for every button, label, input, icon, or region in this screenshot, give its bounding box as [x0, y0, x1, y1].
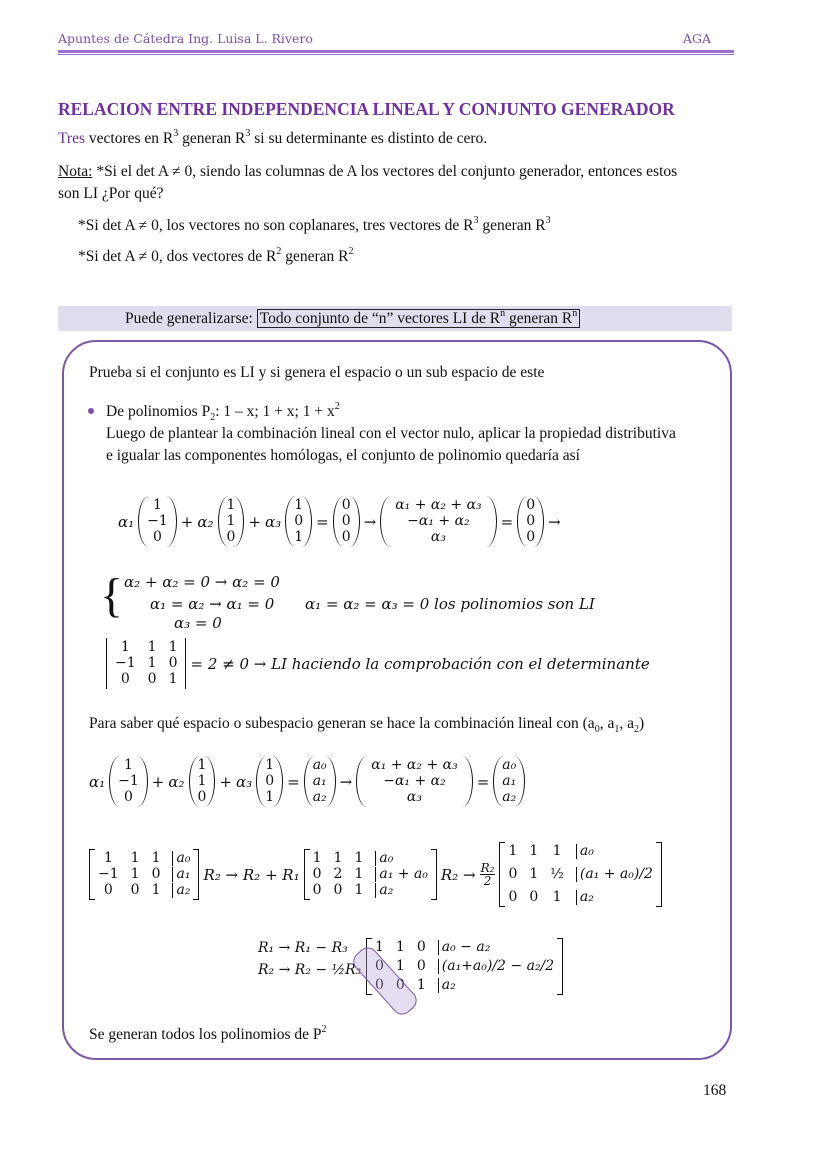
note-bullet-r3: *Si det A ≠ 0, los vectores no son coplanares, tres vectores de $R^3$ generan $R^3$: [78, 215, 551, 234]
matrix-cell: 1: [416, 977, 426, 993]
matrix-cell: 0: [341, 529, 351, 545]
exercise-desc-2: e igualar las componentes homólogas, el conjunto de polinomio quedaría así: [106, 447, 580, 464]
matrix-cell: 1: [168, 639, 178, 655]
vector-3: [285, 496, 312, 547]
matrix-cell: −1: [98, 866, 119, 882]
a-vector: [304, 756, 336, 807]
matrix-cell: a₂: [312, 789, 327, 805]
note-line-1: Nota: *Si el det A ≠ 0, siendo las columnas de A los vectores del conjunto generador, entonces estos: [58, 163, 678, 180]
matrix-cell: 1: [124, 757, 133, 773]
system-line-1: α₂ + α₂ = 0 → α₂ = 0: [124, 573, 280, 591]
matrix-cell: a₀: [576, 844, 653, 859]
exercise-desc-1: Luego de plantear la combinación lineal con el vector nulo, aplicar la propiedad distributiva: [106, 425, 676, 442]
system-line-3: α₃ = 0: [174, 614, 222, 632]
matrix-cell: 1: [151, 882, 161, 898]
header-author: Apuntes de Cátedra Ing. Luisa L. Rivero: [58, 31, 313, 46]
matrix-cell: 1: [103, 850, 113, 866]
matrix-cell: 1: [226, 497, 236, 513]
matrix-cell: (a₁ + a₀)/2: [576, 867, 653, 882]
matrix-cell: 1: [508, 843, 518, 859]
matrix-cell: 0: [375, 958, 384, 974]
zero-vector: [517, 496, 544, 547]
matrix-cell: 1: [265, 757, 275, 773]
matrix-cell: 1: [130, 850, 140, 866]
matrix-cell: 0: [375, 977, 384, 993]
matrix-cell: 1: [265, 789, 275, 805]
bullet-icon: [88, 408, 94, 414]
zero-vector: [333, 496, 360, 547]
matrix-cell: 1: [151, 850, 161, 866]
equation-general-combination: α₁ 1 −1 0 + α₂ 1 1 0 + α₃ 1 0 1 = a₀ a₁ a₂ → α₁ + α₂ + α₃ −α₁ + α₂ α₃ = a₀ a₁ a₂: [89, 756, 525, 807]
matrix-cell: −α₁ + α₂: [383, 773, 446, 789]
matrix-cell: a₁ + a₀: [375, 867, 428, 882]
matrix-cell: 0: [341, 513, 351, 529]
matrix-cell: (a₁+a₀)/2 − a₂/2: [438, 959, 554, 974]
intro-text: Tres vectores en $R^3$ generan $R^3$ si su determinante es distinto de cero.: [58, 128, 488, 147]
matrix-cell: a₂: [438, 978, 554, 993]
matrix-cell: a₁: [502, 773, 517, 789]
matrix-cell: a₀: [375, 851, 428, 866]
matrix-cell: 0: [312, 882, 322, 898]
matrix-cell: a₂: [576, 890, 653, 905]
matrix-cell: 0: [508, 866, 518, 882]
matrix-cell: a₂: [172, 883, 190, 898]
matrix-cell: 0: [197, 789, 207, 805]
span-question: Para saber qué espacio o subespacio generan se hace la combinación lineal con ($a_0$, $a_1$, $a_2$): [89, 715, 645, 736]
matrix-cell: 0: [526, 497, 536, 513]
row-op-2: R₂ → R₂ − ½R₃: [258, 962, 362, 978]
matrix-cell: a₂: [502, 789, 517, 805]
matrix-cell: 1: [354, 882, 364, 898]
matrix-cell: 1: [552, 889, 562, 905]
header-subject: AGA: [683, 31, 712, 46]
matrix-cell: 1: [197, 757, 207, 773]
conclusion: Se generan todos los polinomios de $P^2$: [89, 1024, 327, 1043]
matrix-cell: 0: [265, 773, 275, 789]
matrix-cell: 1: [226, 513, 236, 529]
matrix-cell: 1: [375, 939, 384, 955]
header-rule-thin: [58, 54, 734, 55]
matrix-cell: 0: [416, 958, 426, 974]
exercise-item: De polinomios $P_2$: 1 – x; 1 + x; $1 + x^2$: [106, 401, 340, 424]
matrix-cell: 0: [151, 866, 161, 882]
matrix-cell: α₁ + α₂ + α₃: [395, 497, 482, 513]
matrix-cell: 1: [130, 866, 140, 882]
matrix-cell: 0: [103, 882, 113, 898]
matrix-cell: 0: [416, 939, 426, 955]
vector-1: [138, 496, 177, 547]
matrix-cell: 0: [168, 655, 178, 671]
matrix-cell: 1: [197, 773, 207, 789]
generalization-text: Puede generalizarse: Todo conjunto de “n” vectores LI de $R^n$ generan $R^n$: [125, 310, 580, 328]
page-number: 168: [703, 1082, 727, 1099]
matrix-cell: 0: [130, 882, 140, 898]
matrix-cell: 0: [294, 513, 304, 529]
matrix-cell: 1: [395, 958, 405, 974]
matrix-cell: 1: [354, 866, 364, 882]
matrix-cell: 0: [147, 671, 157, 687]
matrix-cell: 2: [333, 866, 343, 882]
section-title: RELACION ENTRE INDEPENDENCIA LINEAL Y CONJUNTO GENERADOR: [58, 99, 675, 119]
determinant-check: 1 1 1 −1 1 0 0 0 1 = 2 ≠ 0 → LI haciendo la comprobación con el determinante: [106, 638, 650, 689]
matrix-cell: 1: [354, 850, 364, 866]
combined-vector: [380, 496, 496, 547]
matrix-cell: −α₁ + α₂: [407, 513, 470, 529]
matrix-cell: 1: [153, 497, 162, 513]
system-line-2: α₁ = α₂ → α₁ = 0: [150, 595, 275, 613]
matrix-cell: 0: [395, 977, 405, 993]
matrix-cell: 0: [529, 889, 539, 905]
matrix-cell: a₀ − a₂: [438, 940, 554, 955]
matrix-cell: a₀: [312, 757, 327, 773]
matrix-cell: a₀: [172, 851, 190, 866]
matrix-cell: 1: [294, 497, 304, 513]
note-bullet-r2: *Si det A ≠ 0, dos vectores de $R^2$ generan $R^2$: [78, 246, 354, 265]
augmented-matrix-2: [304, 849, 437, 900]
matrix-cell: −1: [115, 655, 136, 671]
matrix-cell: 1: [552, 843, 562, 859]
row-op-1: R₁ → R₁ − R₃: [258, 940, 348, 956]
matrix-cell: 0: [120, 671, 130, 687]
equation-null-combination: α₁ 1 −1 0 + α₂ 1 1 0 + α₃ 1 0 1 = 0 0 0 → α₁ + α₂ + α₃ −α₁ + α₂ α₃ = 0 0 0 →: [118, 497, 561, 545]
matrix-cell: 1: [395, 939, 405, 955]
matrix-cell: 0: [124, 789, 133, 805]
matrix-cell: 1: [120, 639, 130, 655]
matrix-cell: α₃: [406, 789, 422, 805]
matrix-cell: 0: [508, 889, 518, 905]
brace-icon: {: [100, 569, 124, 622]
matrix-cell: −1: [147, 513, 168, 529]
matrix-cell: 1: [529, 843, 539, 859]
matrix-cell: a₁: [172, 867, 190, 882]
augmented-matrix-3: [499, 842, 662, 907]
matrix-cell: 1: [147, 639, 157, 655]
augmented-matrix-1: [89, 849, 199, 900]
matrix-cell: ½: [550, 866, 564, 882]
system-conclusion: α₁ = α₂ = α₃ = 0 los polinomios son LI: [305, 595, 595, 613]
matrix-cell: a₁: [312, 773, 327, 789]
matrix-cell: 0: [226, 529, 236, 545]
matrix-cell: 0: [526, 513, 536, 529]
matrix-cell: 0: [333, 882, 343, 898]
matrix-cell: 0: [312, 866, 322, 882]
determinant-matrix: [106, 638, 186, 689]
matrix-cell: 1: [147, 655, 157, 671]
note-line-2: son LI ¿Por qué?: [58, 185, 164, 202]
matrix-cell: α₁ + α₂ + α₃: [371, 757, 458, 773]
matrix-cell: a₀: [502, 757, 517, 773]
matrix-cell: 0: [153, 529, 162, 545]
generalization-statement: Todo conjunto de “n” vectores LI de $R^n$ generan $R^n$: [257, 309, 581, 328]
vector-2: [218, 496, 245, 547]
header-rule: [58, 50, 734, 53]
matrix-cell: 1: [168, 671, 178, 687]
matrix-cell: 1: [312, 850, 322, 866]
matrix-cell: a₂: [375, 883, 428, 898]
matrix-cell: 1: [294, 529, 304, 545]
exercise-prompt: Prueba si el conjunto es LI y si genera el espacio o un sub espacio de este: [89, 364, 545, 381]
gauss-step-1: 1 1 1 a₀ −1 1 0 a₁ 0 0 1 a₂ R₂ → R₂ + R₁ 1 1 1 a₀ 0 2 1 a₁ + a₀ 0 0 1 a₂ R₂ → $\frac{\text{R₂}}{2}$ 1 1 1 a₀ 0 1 ½ (a₁ + a₀)/2 0 0 1 a₂: [89, 842, 662, 907]
matrix-cell: 0: [526, 529, 536, 545]
matrix-cell: 1: [529, 866, 539, 882]
matrix-cell: −1: [118, 773, 139, 789]
matrix-cell: α₃: [430, 529, 446, 545]
matrix-cell: 1: [333, 850, 343, 866]
matrix-cell: 0: [341, 497, 351, 513]
